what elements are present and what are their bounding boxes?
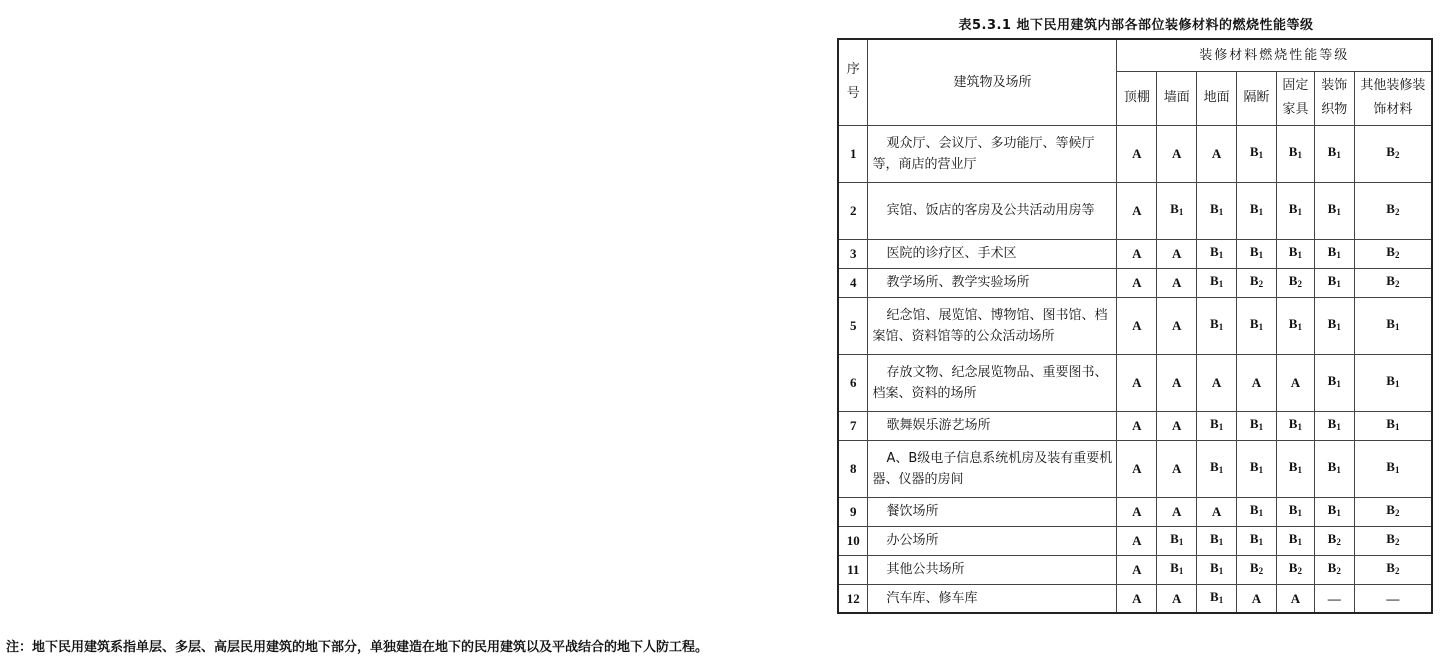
- table-row: [838, 268, 1432, 297]
- grade-cell: $B_1$: [1314, 354, 1354, 411]
- place-cell: A、B级电子信息系统机房及装有重要机器、仪器的房间: [868, 440, 1117, 497]
- grade-cell: $B_1$: [1237, 125, 1277, 182]
- grade-cell: $B_2$: [1354, 268, 1432, 297]
- row-number: 10: [838, 526, 868, 555]
- grade-cell: $B_1$: [1276, 411, 1314, 440]
- grade-cell: $B_1$: [1354, 440, 1432, 497]
- grade-cell: A: [1117, 297, 1157, 354]
- place-cell: 观众厅、会议厅、多功能厅、等候厅等，商店的营业厅: [868, 125, 1117, 182]
- grade-cell: $B_1$: [1314, 411, 1354, 440]
- header-seq: 序号: [838, 39, 868, 125]
- row-number: 12: [838, 584, 868, 613]
- grade-cell: $B_1$: [1276, 526, 1314, 555]
- grade-cell: $B_1$: [1197, 526, 1237, 555]
- grade-cell: A: [1117, 497, 1157, 526]
- row-number: 5: [838, 297, 868, 354]
- grade-cell: $B_2$: [1237, 555, 1277, 584]
- grade-cell: A: [1157, 354, 1197, 411]
- grade-cell: $B_1$: [1276, 297, 1314, 354]
- grade-cell: A: [1157, 411, 1197, 440]
- table-row: [838, 297, 1432, 354]
- grade-cell: $B_1$: [1314, 440, 1354, 497]
- grade-cell: A: [1117, 411, 1157, 440]
- grade-cell: $B_1$: [1276, 440, 1314, 497]
- grade-cell: A: [1117, 440, 1157, 497]
- grade-cell: A: [1117, 354, 1157, 411]
- header-partition: 隔断: [1237, 71, 1277, 125]
- grade-cell: $B_1$: [1157, 182, 1197, 239]
- row-number: 3: [838, 239, 868, 268]
- grade-cell: $B_1$: [1237, 411, 1277, 440]
- grade-cell: A: [1117, 239, 1157, 268]
- grade-cell: A: [1276, 354, 1314, 411]
- grade-cell: A: [1237, 354, 1277, 411]
- grade-cell: $B_1$: [1276, 182, 1314, 239]
- row-number: 9: [838, 497, 868, 526]
- row-number: 1: [838, 125, 868, 182]
- table-note: 注：地下民用建筑系指单层、多层、高层民用建筑的地下部分，单独建造在地下的民用建筑以及平战结合的地下人防工程。: [6, 640, 709, 655]
- row-number: 4: [838, 268, 868, 297]
- table-row: [838, 526, 1432, 555]
- grade-cell: $B_2$: [1354, 182, 1432, 239]
- grade-cell: A: [1117, 555, 1157, 584]
- grade-cell: $B_2$: [1276, 555, 1314, 584]
- place-cell: 宾馆、饭店的客房及公共活动用房等: [868, 182, 1117, 239]
- grade-cell: $B_2$: [1354, 526, 1432, 555]
- grade-cell: $B_2$: [1314, 526, 1354, 555]
- grade-cell: —: [1354, 584, 1432, 613]
- grade-cell: $B_1$: [1276, 239, 1314, 268]
- grade-cell: A: [1197, 125, 1237, 182]
- table-row: [838, 182, 1432, 239]
- grade-cell: $B_1$: [1314, 297, 1354, 354]
- grade-cell: A: [1157, 497, 1197, 526]
- grade-cell: $B_1$: [1237, 497, 1277, 526]
- grade-cell: $B_2$: [1276, 268, 1314, 297]
- grade-cell: $B_2$: [1237, 268, 1277, 297]
- header-fixed-furniture: 固定家具: [1276, 71, 1314, 125]
- grade-cell: $B_1$: [1276, 125, 1314, 182]
- place-cell: 餐饮场所: [868, 497, 1117, 526]
- table-row: [838, 555, 1432, 584]
- header-other-materials: 其他装修装饰材料: [1354, 71, 1432, 125]
- header-decorative-fabric: 装饰织物: [1314, 71, 1354, 125]
- header-floor: 地面: [1197, 71, 1237, 125]
- place-cell: 医院的诊疗区、手术区: [868, 239, 1117, 268]
- grade-cell: $B_2$: [1354, 555, 1432, 584]
- table-row: [838, 440, 1432, 497]
- place-cell: 教学场所、教学实验场所: [868, 268, 1117, 297]
- header-wall: 墙面: [1157, 71, 1197, 125]
- place-cell: 歌舞娱乐游艺场所: [868, 411, 1117, 440]
- grade-cell: $B_1$: [1197, 182, 1237, 239]
- grade-cell: $B_1$: [1314, 268, 1354, 297]
- header-group: 装修材料燃烧性能等级: [1117, 39, 1432, 71]
- place-cell: 汽车库、修车库: [868, 584, 1117, 613]
- place-cell: 纪念馆、展览馆、博物馆、图书馆、档案馆、资料馆等的公众活动场所: [868, 297, 1117, 354]
- grade-cell: —: [1314, 584, 1354, 613]
- table-row: [838, 125, 1432, 182]
- grade-cell: $B_1$: [1354, 297, 1432, 354]
- place-cell: 存放文物、纪念展览物品、重要图书、档案、资料的场所: [868, 354, 1117, 411]
- grade-cell: $B_2$: [1354, 497, 1432, 526]
- grade-cell: $B_2$: [1354, 239, 1432, 268]
- fire-rating-table: [837, 38, 1433, 614]
- grade-cell: $B_1$: [1237, 297, 1277, 354]
- table-row: [838, 411, 1432, 440]
- grade-cell: A: [1157, 297, 1197, 354]
- grade-cell: A: [1197, 354, 1237, 411]
- grade-cell: A: [1157, 125, 1197, 182]
- grade-cell: $B_1$: [1237, 182, 1277, 239]
- grade-cell: $B_1$: [1197, 555, 1237, 584]
- header-ceiling: 顶棚: [1117, 71, 1157, 125]
- place-cell: 办公场所: [868, 526, 1117, 555]
- grade-cell: $B_1$: [1314, 239, 1354, 268]
- grade-cell: $B_1$: [1197, 584, 1237, 613]
- grade-cell: $B_1$: [1197, 297, 1237, 354]
- grade-cell: $B_1$: [1197, 239, 1237, 268]
- grade-cell: $B_1$: [1314, 182, 1354, 239]
- grade-cell: $B_2$: [1314, 555, 1354, 584]
- grade-cell: $B_1$: [1276, 497, 1314, 526]
- grade-cell: A: [1117, 125, 1157, 182]
- table-caption: 表5.3.1 地下民用建筑内部各部位装修材料的燃烧性能等级: [958, 18, 1314, 33]
- grade-cell: $B_1$: [1157, 555, 1197, 584]
- grade-cell: A: [1157, 239, 1197, 268]
- grade-cell: A: [1237, 584, 1277, 613]
- grade-cell: A: [1157, 440, 1197, 497]
- row-number: 11: [838, 555, 868, 584]
- row-number: 6: [838, 354, 868, 411]
- table-row: [838, 239, 1432, 268]
- grade-cell: A: [1157, 584, 1197, 613]
- header-place: 建筑物及场所: [868, 39, 1117, 125]
- grade-cell: A: [1117, 526, 1157, 555]
- place-cell: 其他公共场所: [868, 555, 1117, 584]
- grade-cell: $B_1$: [1237, 239, 1277, 268]
- grade-cell: $B_1$: [1314, 125, 1354, 182]
- grade-cell: A: [1117, 268, 1157, 297]
- grade-cell: $B_1$: [1237, 526, 1277, 555]
- grade-cell: A: [1276, 584, 1314, 613]
- grade-cell: $B_1$: [1197, 440, 1237, 497]
- grade-cell: $B_1$: [1354, 354, 1432, 411]
- table-row: [838, 497, 1432, 526]
- grade-cell: A: [1117, 182, 1157, 239]
- grade-cell: $B_1$: [1314, 497, 1354, 526]
- grade-cell: A: [1197, 497, 1237, 526]
- grade-cell: A: [1157, 268, 1197, 297]
- row-number: 2: [838, 182, 868, 239]
- grade-cell: A: [1117, 584, 1157, 613]
- grade-cell: $B_1$: [1197, 411, 1237, 440]
- grade-cell: $B_2$: [1354, 125, 1432, 182]
- grade-cell: $B_1$: [1354, 411, 1432, 440]
- table-row: [838, 584, 1432, 613]
- row-number: 7: [838, 411, 868, 440]
- table-row: [838, 354, 1432, 411]
- grade-cell: $B_1$: [1157, 526, 1197, 555]
- row-number: 8: [838, 440, 868, 497]
- grade-cell: $B_1$: [1197, 268, 1237, 297]
- grade-cell: $B_1$: [1237, 440, 1277, 497]
